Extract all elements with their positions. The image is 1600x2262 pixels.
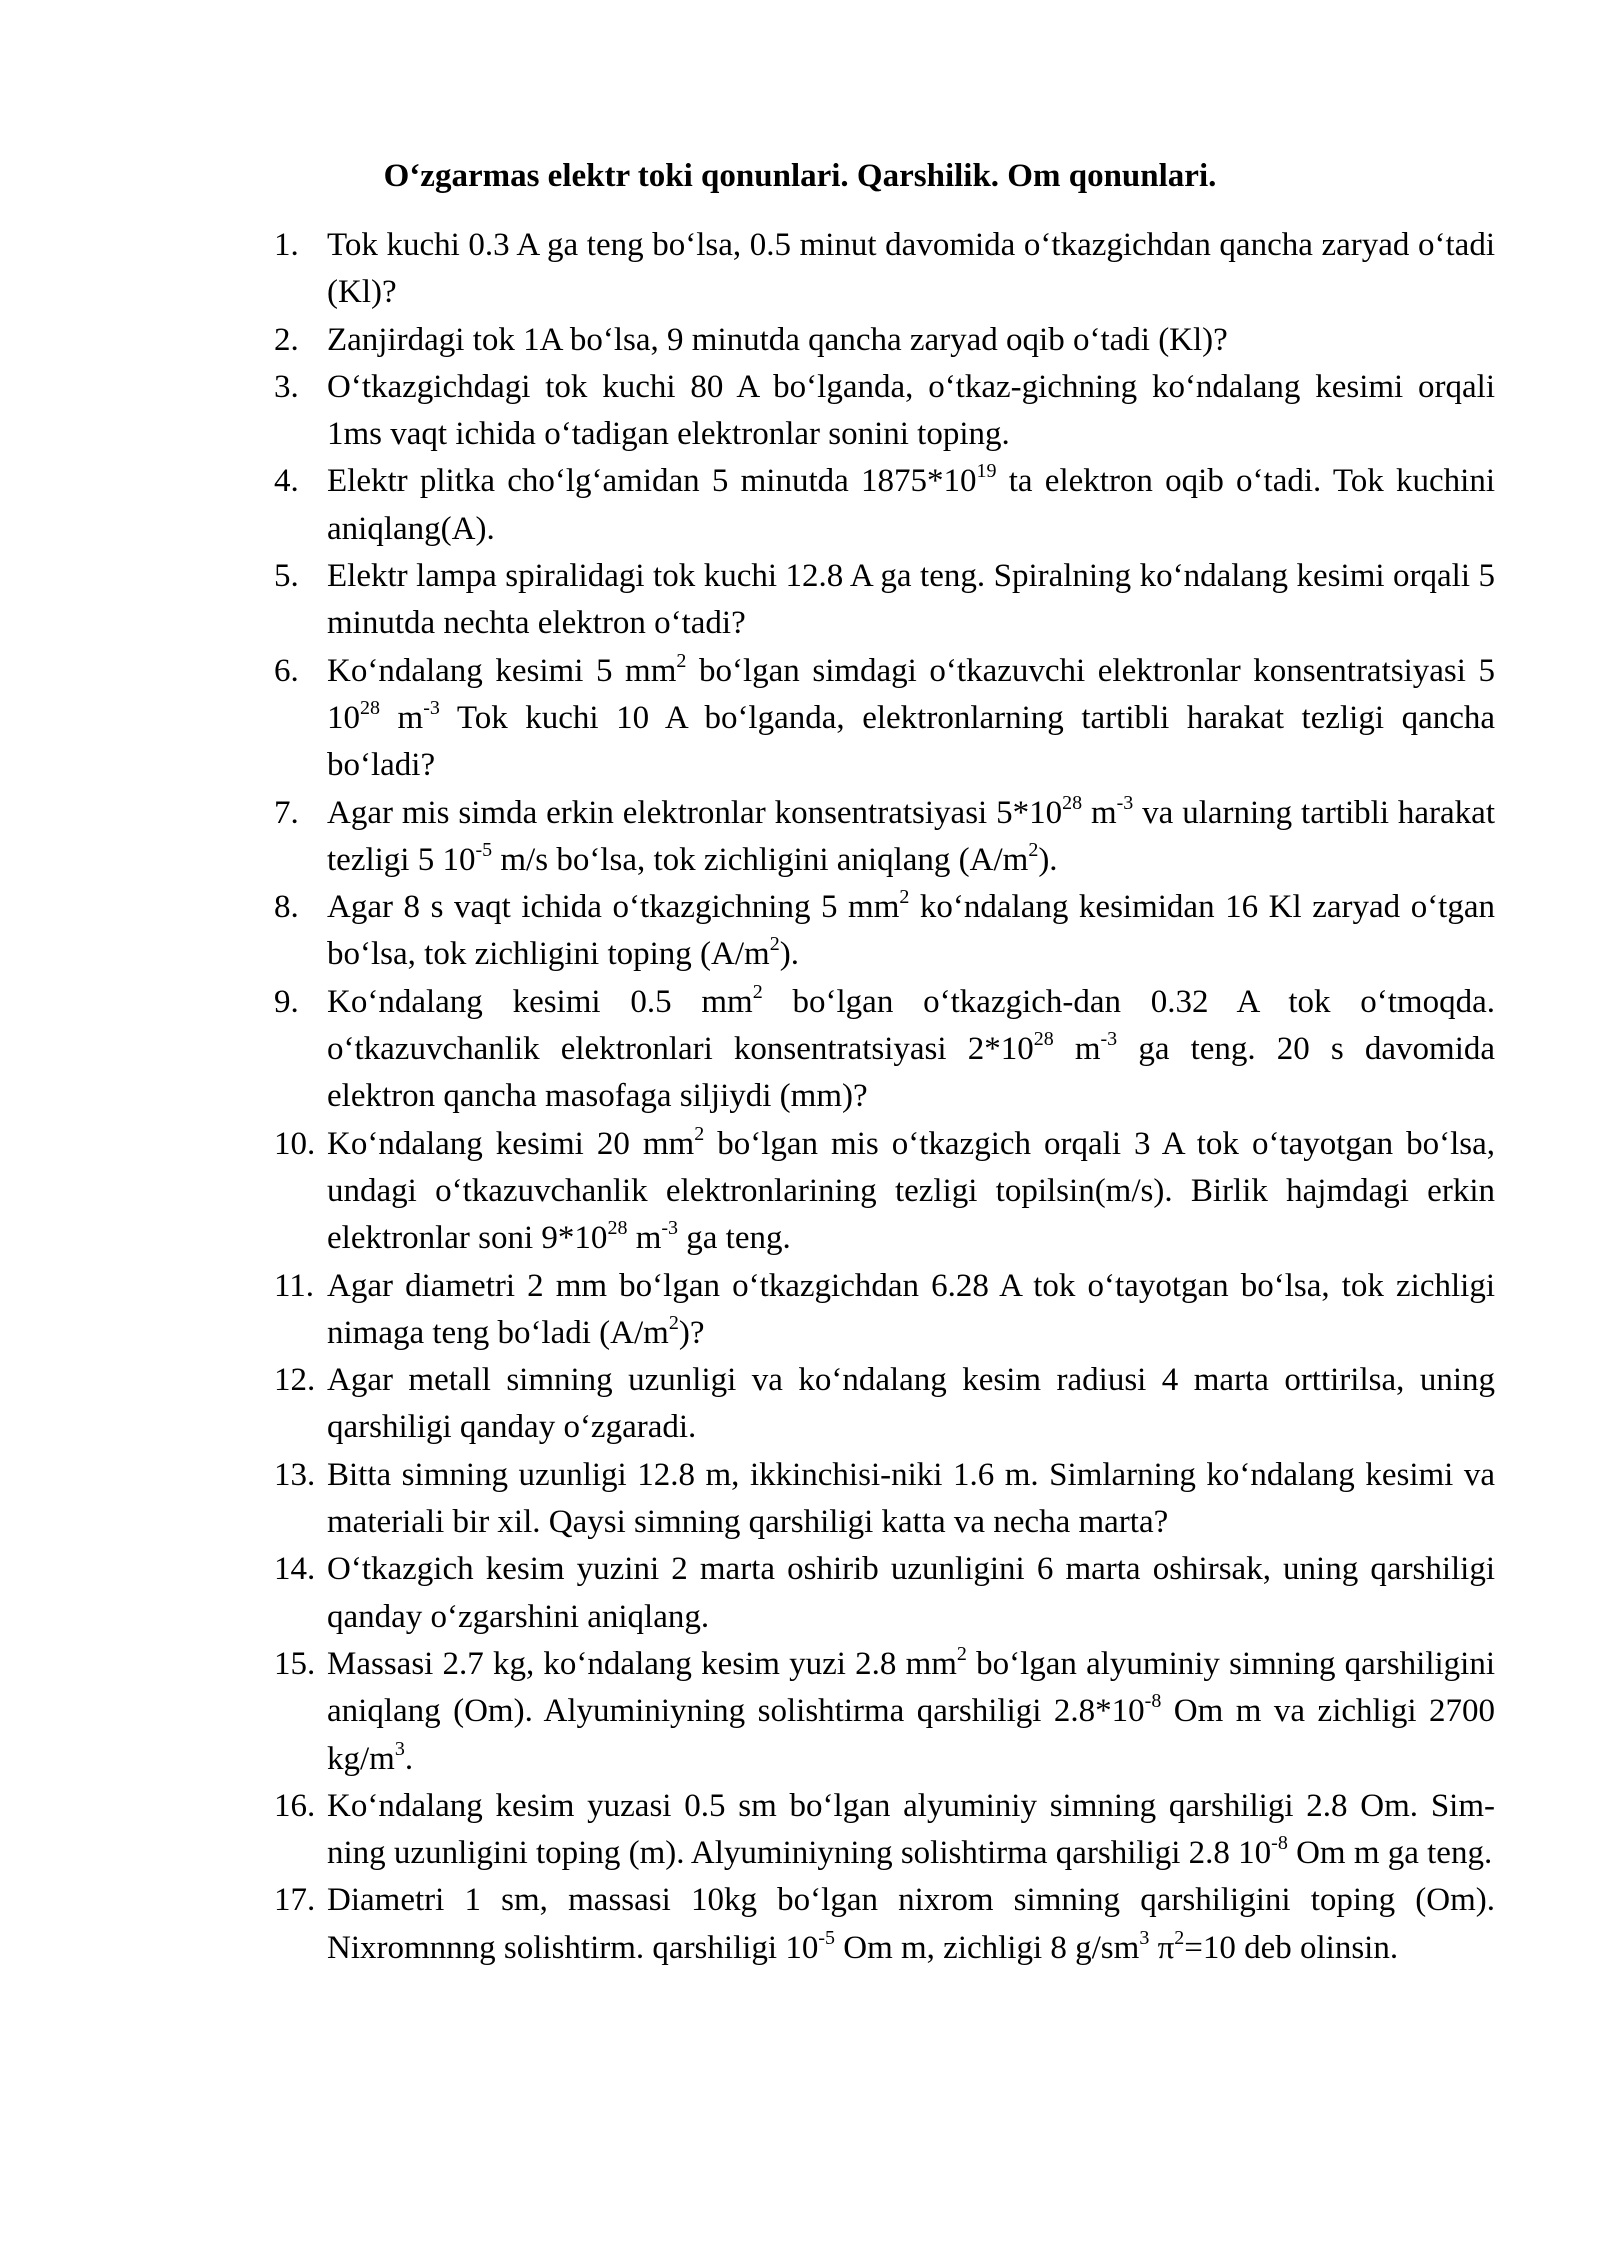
text-run: ). (1038, 841, 1058, 878)
problem-text (327, 1362, 1495, 1445)
problem-item (274, 790, 1495, 885)
text-run: m (1053, 1031, 1101, 1068)
superscript: 28 (1033, 1028, 1054, 1051)
problem-item (274, 1546, 1495, 1641)
problem-number: 15. (274, 1645, 316, 1682)
text-run: ta elektron oqib o‘tadi. Tok kuchini aniqlang(A). (327, 463, 1495, 547)
text-run: )? (678, 1314, 705, 1351)
text-run: Tok kuchi 10 A bo‘lganda, elektronlarning tartibli harakat tezligi qancha bo‘ladi? (327, 699, 1496, 784)
text-run: Elektr plitka cho‘lg‘amidan 5 minutda 1875*10 (327, 463, 977, 500)
problem-item (274, 1641, 1495, 1783)
superscript: 28 (607, 1217, 628, 1240)
problem-item (274, 1121, 1495, 1263)
superscript: 2 (956, 1642, 967, 1665)
problem-item (274, 1452, 1495, 1547)
superscript: 2 (694, 1122, 705, 1145)
problem-item (274, 1877, 1495, 1972)
problem-text (327, 1642, 1495, 1777)
problem-number: 1. (274, 227, 299, 263)
problem-text (327, 886, 1495, 973)
superscript: 3 (1139, 1926, 1150, 1949)
problem-number: 5. (274, 558, 299, 595)
text-run: ga teng. 20 s davomida elektron qancha masofaga siljiydi (mm)? (327, 1031, 1496, 1115)
text-run: m (380, 699, 424, 736)
text-run: va ularning tartibli harakat tezligi 5 10 (327, 794, 1495, 878)
problem-number: 3. (274, 368, 299, 405)
problem-text (327, 460, 1495, 547)
text-run: O‘tkazgichdagi tok kuchi 80 A bo‘lganda, o‘tkaz-gichning ko‘ndalang kesimi orqali 1ms vaqt ichida o‘tadigan elektronlar sonini toping. (327, 368, 1495, 453)
problem-text (327, 649, 1496, 784)
problem-item (274, 553, 1495, 648)
text-run: =10 deb olinsin. (1184, 1929, 1399, 1966)
problem-item (274, 1357, 1495, 1452)
text-run: Agar mis simda erkin elektronlar konsentratsiyasi 5*10 (327, 794, 1063, 831)
text-run: ko‘ndalang kesimidan 16 Kl zaryad o‘tgan bo‘lsa, tok zichligini toping (A/m (327, 889, 1495, 973)
text-run: Agar diametri 2 mm bo‘lgan o‘tkazgichdan 6.28 A tok o‘tayotgan bo‘lsa, tok zichligi nimaga teng bo‘ladi (A/m (327, 1267, 1495, 1351)
problem-number: 17. (274, 1882, 316, 1919)
superscript: 2 (668, 1311, 679, 1334)
problem-text (327, 227, 1495, 310)
superscript: -5 (818, 1926, 835, 1949)
problem-number: 2. (274, 321, 299, 358)
problem-text (327, 791, 1495, 878)
problem-item (274, 979, 1496, 1121)
text-run: bo‘lgan alyuminiy simning qarshiligini aniqlang (Om). Alyuminiyning solishtirma qarshiligi 2.8*10 (327, 1645, 1495, 1730)
text-run: Massasi 2.7 kg, ko‘ndalang kesim yuzi 2.8 mm (327, 1645, 957, 1682)
superscript: 28 (360, 696, 380, 719)
page-title: O‘zgarmas elektr toki qonunlari. Qarshilik. Om qonunlari. (383, 158, 1217, 194)
problem-text (327, 1882, 1495, 1965)
problem-number: 11. (274, 1267, 315, 1304)
problem-item (274, 364, 1495, 459)
problem-item (274, 1783, 1495, 1878)
text-run: Ko‘ndalang kesim yuzasi 0.5 sm bo‘lgan alyuminiy simning qarshiligi 2.8 Om. Sim-ning uzunligini toping (m). Alyuminiyning solishtirma qarshiligi 2.8 10 (327, 1787, 1495, 1872)
superscript: -8 (1144, 1690, 1162, 1713)
problem-item (274, 317, 1495, 364)
superscript: -3 (661, 1217, 679, 1240)
superscript: -3 (1100, 1028, 1118, 1051)
problem-text (327, 1268, 1495, 1351)
problem-number: 9. (274, 983, 299, 1020)
problem-number: 12. (274, 1362, 316, 1399)
superscript: -3 (1116, 791, 1134, 814)
text-run: . (404, 1740, 414, 1777)
problem-text (327, 369, 1495, 452)
superscript: 2 (1028, 838, 1039, 861)
problem-text (327, 1788, 1495, 1871)
problem-text (327, 980, 1496, 1115)
text-run: Ko‘ndalang kesimi 0.5 mm (327, 983, 753, 1020)
text-run: Zanjirdagi tok 1A bo‘lsa, 9 minutda qancha zaryad oqib o‘tadi (Kl)? (327, 321, 1228, 358)
superscript: 2 (1174, 1926, 1185, 1949)
text-run: π (1149, 1929, 1175, 1966)
superscript: 3 (394, 1737, 405, 1760)
superscript: 2 (676, 649, 687, 672)
problem-text (327, 322, 1228, 358)
text-run: Tok kuchi 0.3 A ga teng bo‘lsa, 0.5 minut davomida o‘tkazgichdan qancha zaryad o‘tadi (Kl)? (327, 227, 1495, 311)
text-run: ga teng. (678, 1220, 791, 1257)
text-run: Ko‘ndalang kesimi 20 mm (327, 1125, 695, 1162)
text-run: m/s bo‘lsa, tok zichligini aniqlang (A/m (492, 841, 1029, 878)
superscript: -8 (1271, 1832, 1288, 1855)
superscript: 2 (752, 980, 763, 1003)
text-run: O‘tkazgich kesim yuzini 2 marta oshirib uzunligini 6 marta oshirsak, uning qarshiligi qanday o‘zgarshini aniqlang. (327, 1551, 1495, 1635)
problem-number: 10. (274, 1125, 316, 1162)
superscript: 2 (899, 886, 910, 909)
text-run: m (627, 1220, 662, 1257)
problem-number: 16. (274, 1787, 316, 1824)
text-run: Om m ga teng. (1287, 1835, 1493, 1872)
text-run: bo‘lgan simdagi o‘tkazuvchi elektronlar konsentratsiyasi 5 10 (327, 652, 1495, 736)
problem-number: 4. (274, 463, 299, 500)
text-run: Agar metall simning uzunligi va ko‘ndalang kesim radiusi 4 marta orttirilsa, uning qarshiligi qanday o‘zgaradi. (327, 1362, 1495, 1446)
problem-text (327, 1457, 1495, 1540)
problem-item (274, 458, 1495, 553)
text-run: Om m va zichligi 2700 kg/m (327, 1693, 1495, 1777)
text-run: Ko‘ndalang kesimi 5 mm (327, 652, 677, 689)
superscript: 2 (769, 933, 780, 956)
problem-number: 8. (274, 889, 299, 926)
problem-item (274, 648, 1496, 790)
text-run: bo‘lgan mis o‘tkazgich orqali 3 A tok o‘tayotgan bo‘lsa, undagi o‘tkazuvchanlik elektronlarining tezligi topilsin(m/s). Birlik hajmdagi erkin elektronlar soni 9*10 (327, 1125, 1495, 1257)
problem-text (327, 558, 1495, 641)
superscript: -5 (475, 838, 493, 861)
problem-item (274, 884, 1495, 979)
problem-list (0, 222, 1600, 1972)
text-run: Elektr lampa spiralidagi tok kuchi 12.8 A ga teng. Spiralning ko‘ndalang kesimi orqali 5 minutda nechta elektron o‘tadi? (327, 558, 1495, 642)
problem-item (274, 222, 1495, 317)
superscript: 19 (976, 460, 997, 483)
text-run: m (1082, 794, 1117, 831)
text-run: Om m, zichligi 8 g/sm (835, 1929, 1140, 1966)
problem-number: 6. (274, 652, 299, 689)
superscript: -3 (423, 696, 440, 719)
problem-number: 7. (274, 794, 299, 831)
problem-text (327, 1551, 1495, 1634)
problem-text (327, 1122, 1495, 1257)
problem-number: 14. (274, 1551, 316, 1588)
superscript: 28 (1062, 791, 1083, 814)
text-run: bo‘lgan o‘tkazgich-dan 0.32 A tok o‘tmoqda. o‘tkazuvchanlik elektronlari konsentratsiyasi 2*10 (327, 983, 1495, 1068)
problem-item (274, 1263, 1495, 1358)
problem-number: 13. (274, 1456, 316, 1493)
text-run: Agar 8 s vaqt ichida o‘tkazgichning 5 mm (327, 889, 900, 926)
text-run: Diametri 1 sm, massasi 10kg bo‘lgan nixrom simning qarshiligini toping (Om). Nixromnnng solishtirm. qarshiligi 10 (327, 1882, 1495, 1966)
text-run: ). (779, 936, 799, 973)
text-run: Bitta simning uzunligi 12.8 m, ikkinchisi-niki 1.6 m. Simlarning ko‘ndalang kesimi va materiali bir xil. Qaysi simning qarshiligi katta va necha marta? (327, 1456, 1495, 1541)
